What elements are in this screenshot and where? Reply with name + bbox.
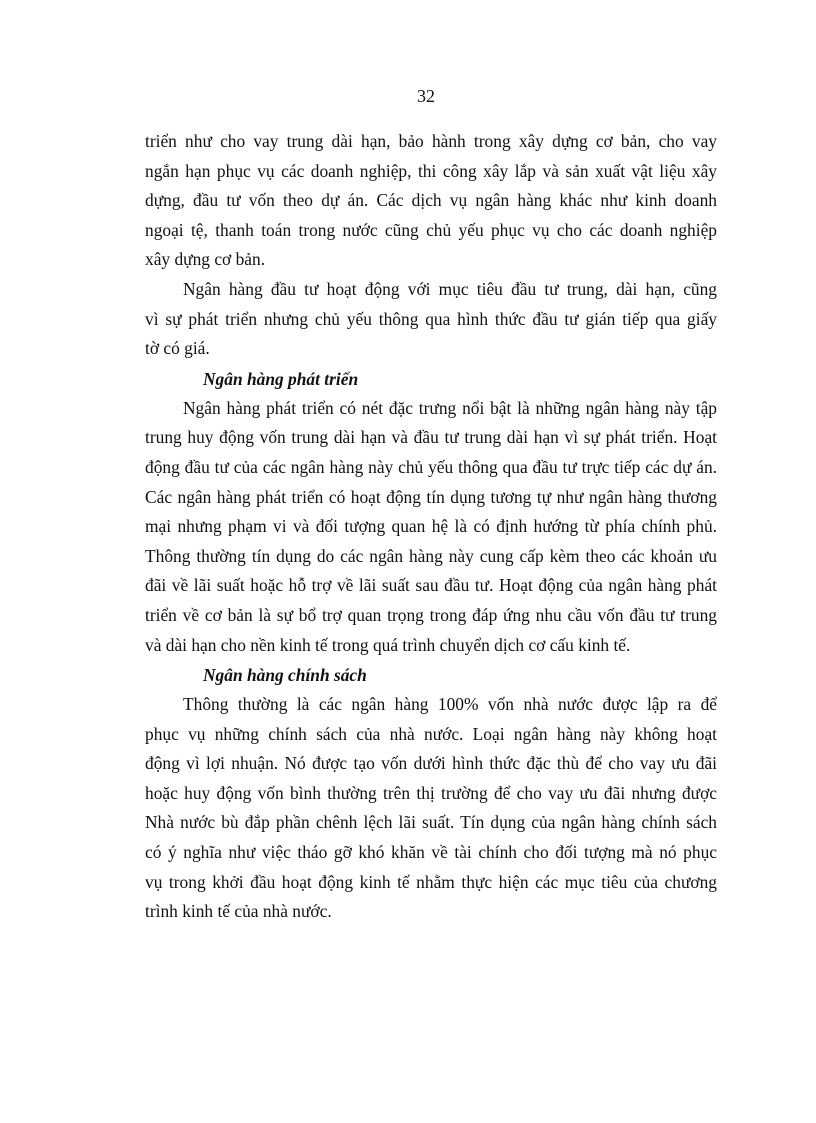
text-line: triển như cho vay trung dài hạn, bảo hành trong xây dựng cơ bản, cho vay [145, 131, 717, 151]
paragraph-1 [145, 127, 717, 275]
text-line: Thông thường tín dụng do các ngân hàng này cung cấp kèm theo các khoản ưu [145, 545, 717, 566]
paragraph-2 [145, 275, 717, 364]
text-line: ngoại tệ, thanh toán trong nước cũng chủ yếu phục vụ cho các doanh nghiệp [145, 219, 717, 240]
section-heading-development-bank: Ngân hàng phát triển [203, 368, 359, 389]
paragraph-3 [145, 394, 717, 660]
text-line: tờ có giá. [145, 338, 210, 359]
text-line: động đầu tư của các ngân hàng này chủ yếu thông qua đầu tư trực tiếp các dự án. [145, 456, 717, 477]
text-line: ngắn hạn phục vụ các doanh nghiệp, thi công xây lắp và sản xuất vật liệu xây [145, 160, 717, 181]
text-line: Các ngân hàng phát triển có hoạt động tín dụng tương tự như ngân hàng thương [145, 486, 717, 507]
text-line: hoặc huy động vốn bình thường trên thị trường để cho vay ưu đãi nhưng được [145, 782, 717, 803]
text-line: và dài hạn cho nền kinh tế trong quá trình chuyển dịch cơ cấu kinh tế. [145, 634, 631, 655]
text-line: vụ trong khởi đầu hoạt động kinh tế nhằm thực hiện các mục tiêu của chương [145, 871, 717, 892]
text-line: phục vụ những chính sách của nhà nước. Loại ngân hàng này không hoạt [145, 723, 717, 744]
text-line: xây dựng cơ bản. [145, 249, 266, 270]
text-line: Thông thường là các ngân hàng 100% vốn nhà nước được lập ra để [183, 694, 717, 715]
paragraph-4 [145, 690, 717, 927]
text-line: mại nhưng phạm vi và đối tượng quan hệ là có định hướng từ phía chính phủ. [145, 516, 717, 537]
text-line: trung huy động vốn trung dài hạn và đầu tư trung dài hạn vì sự phát triển. Hoạt [145, 427, 717, 448]
text-line: Ngân hàng đầu tư hoạt động với mục tiêu đầu tư trung, dài hạn, cũng [183, 278, 717, 299]
text-line: Nhà nước bù đắp phần chênh lệch lãi suất. Tín dụng của ngân hàng chính sách [145, 812, 717, 833]
text-line: triển về cơ bản là sự bổ trợ quan trọng trong đáp ứng nhu cầu vốn đầu tư trung [145, 604, 717, 625]
text-line: đãi về lãi suất hoặc hỗ trợ về lãi suất sau đầu tư. Hoạt động của ngân hàng phát [145, 575, 717, 596]
text-line: dựng, đầu tư vốn theo dự án. Các dịch vụ ngân hàng khác như kinh doanh [145, 190, 717, 211]
text-line: động vì lợi nhuận. Nó được tạo vốn dưới hình thức đặc thù để cho vay ưu đãi [145, 753, 717, 774]
text-line: có ý nghĩa như việc tháo gỡ khó khăn về tài chính cho đối tượng mà nó phục [145, 842, 717, 863]
document-body [145, 127, 717, 927]
text-line: vì sự phát triển nhưng chủ yếu thông qua hình thức đầu tư gián tiếp qua giấy [145, 308, 717, 329]
text-line: Ngân hàng phát triển có nét đặc trưng nổi bật là những ngân hàng này tập [183, 397, 717, 418]
section-heading-policy-bank: Ngân hàng chính sách [203, 665, 367, 686]
page-number: 32 [417, 86, 435, 106]
text-line: trình kinh tế của nhà nước. [145, 901, 332, 922]
